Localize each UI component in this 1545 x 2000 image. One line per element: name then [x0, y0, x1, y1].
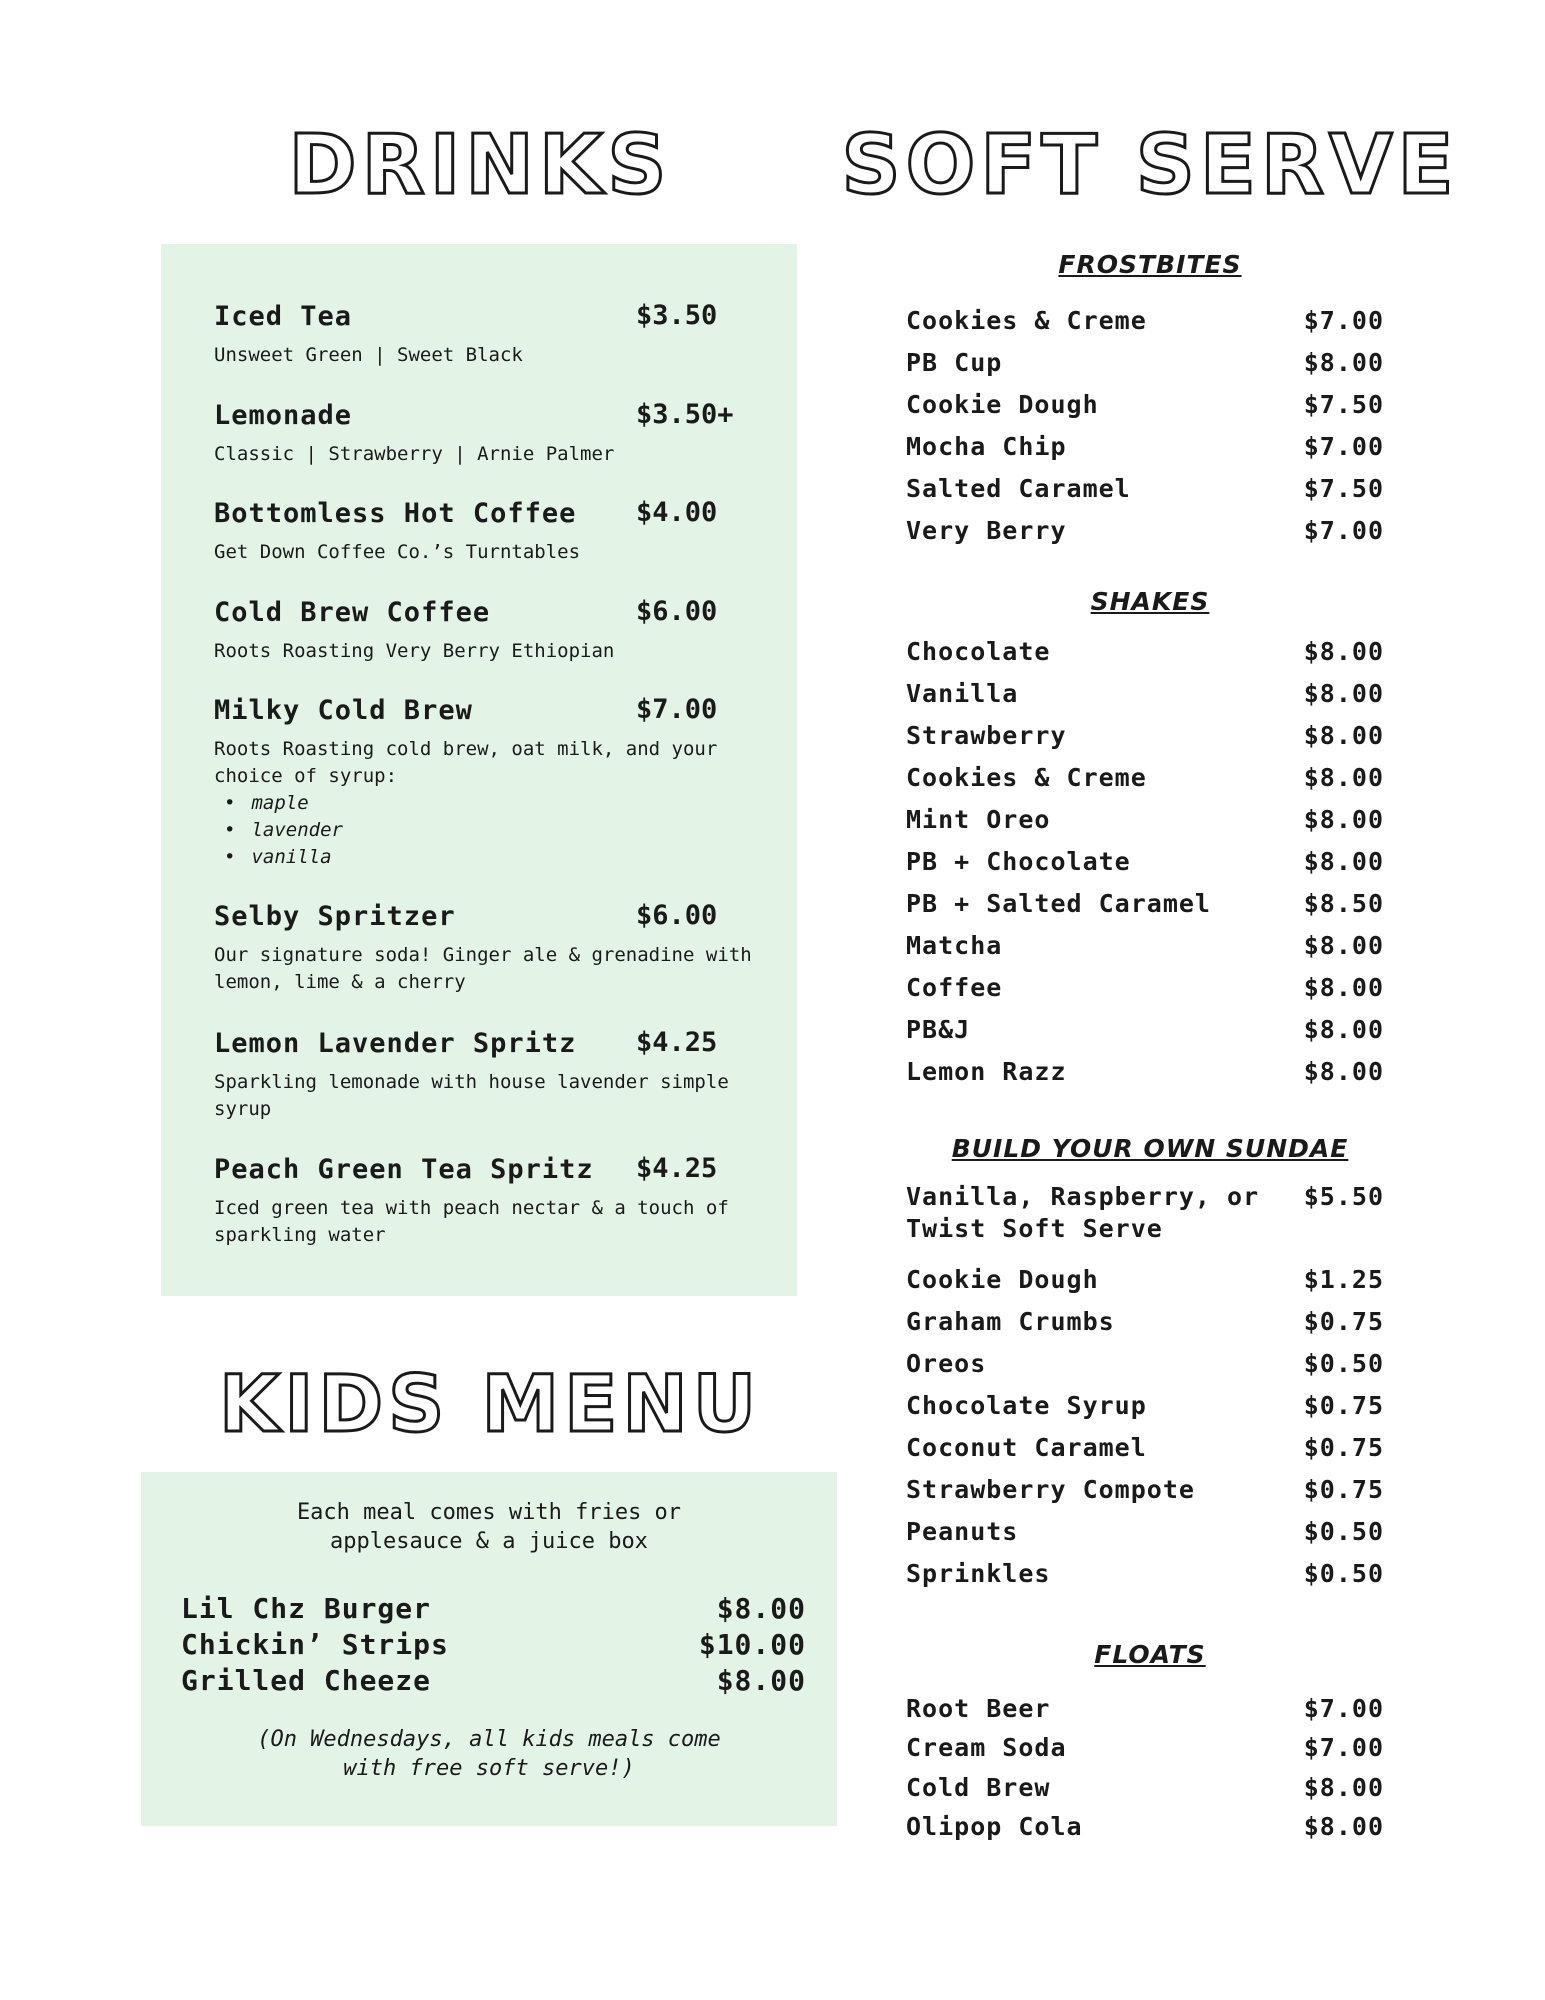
- drink-price: $6.00: [636, 596, 718, 627]
- drink-item: [214, 894, 754, 996]
- item-price: $8.00: [1303, 972, 1384, 1002]
- kids-item-name: Grilled Cheeze: [181, 1663, 432, 1697]
- kids-menu-panel: [141, 1472, 837, 1826]
- drink-item: [214, 393, 754, 468]
- item-price: $7.50: [1303, 473, 1384, 503]
- shake-item: [906, 1051, 1384, 1091]
- syrup-option: • maple: [224, 790, 754, 817]
- item-name: Mint Oreo: [906, 804, 1051, 834]
- drink-name: Lemonade: [214, 399, 353, 431]
- item-price: $8.00: [1303, 762, 1384, 792]
- frostbites-title: FROSTBITES: [1058, 250, 1242, 279]
- floats-title: FLOATS: [1094, 1640, 1206, 1669]
- item-price: $8.00: [1303, 1811, 1384, 1841]
- item-price: $8.00: [1303, 1772, 1384, 1802]
- item-name: Matcha: [906, 930, 1003, 960]
- drink-description: Classic | Strawberry | Arnie Palmer: [214, 443, 615, 465]
- kids-item: [181, 1626, 806, 1662]
- item-name: Very Berry: [906, 515, 1067, 545]
- float-item: [906, 1806, 1384, 1846]
- item-name: Strawberry: [906, 720, 1067, 750]
- drink-item: [214, 491, 754, 566]
- soft-serve-heading: SOFT SERVE: [841, 118, 1459, 213]
- item-price: $7.00: [1303, 1732, 1384, 1762]
- float-item: [906, 1688, 1384, 1728]
- item-name: Graham Crumbs: [906, 1306, 1115, 1336]
- drink-price: $4.25: [636, 1027, 718, 1058]
- item-price: $0.50: [1303, 1516, 1384, 1546]
- item-name: Chocolate: [906, 636, 1051, 666]
- item-name: Strawberry Compote: [906, 1474, 1195, 1504]
- item-name: Vanilla, Raspberry, or Twist Soft Serve: [906, 1182, 1260, 1243]
- float-item: [906, 1767, 1384, 1807]
- drink-item: [214, 590, 754, 665]
- shake-item: [906, 925, 1384, 965]
- shake-item: [906, 757, 1384, 797]
- item-price: $8.00: [1303, 636, 1384, 666]
- sundae-base: [906, 1181, 1384, 1247]
- item-price: $8.00: [1303, 804, 1384, 834]
- drink-price: $4.00: [636, 497, 718, 528]
- item-price: $7.00: [1303, 431, 1384, 461]
- drink-item: [214, 688, 754, 871]
- sundae-topping: [906, 1385, 1384, 1425]
- drink-description: Iced green tea with peach nectar & a touch of sparkling water: [214, 1197, 729, 1246]
- item-price: $8.50: [1303, 888, 1384, 918]
- kids-item: [181, 1590, 806, 1626]
- item-price: $0.75: [1303, 1474, 1384, 1504]
- item-price: $8.00: [1303, 846, 1384, 876]
- item-price: $8.00: [1303, 347, 1384, 377]
- drink-description: Unsweet Green | Sweet Black: [214, 344, 523, 366]
- drinks-panel: [161, 244, 797, 1296]
- item-name: Cookies & Creme: [906, 762, 1147, 792]
- drink-description: Roots Roasting cold brew, oat milk, and your choice of syrup:: [214, 738, 718, 787]
- item-name: Root Beer: [906, 1693, 1051, 1723]
- drink-name: Bottomless Hot Coffee: [214, 497, 577, 529]
- item-price: $8.00: [1303, 678, 1384, 708]
- item-name: Cream Soda: [906, 1732, 1067, 1762]
- drink-description: Sparkling lemonade with house lavender simple syrup: [214, 1071, 729, 1120]
- drink-item: [214, 1147, 754, 1249]
- item-name: Chocolate Syrup: [906, 1390, 1147, 1420]
- syrup-option: • vanilla: [224, 844, 754, 871]
- shake-item: [906, 673, 1384, 713]
- frostbite-item: [906, 426, 1384, 466]
- item-name: Cookie Dough: [906, 389, 1099, 419]
- shake-item: [906, 883, 1384, 923]
- drink-description: Roots Roasting Very Berry Ethiopian: [214, 640, 615, 662]
- drink-item: [214, 294, 754, 369]
- drink-name: Peach Green Tea Spritz: [214, 1153, 594, 1185]
- item-name: PB + Salted Caramel: [906, 888, 1211, 918]
- drink-price: $4.25: [636, 1153, 718, 1184]
- item-price: $8.00: [1303, 930, 1384, 960]
- drink-name: Iced Tea: [214, 300, 353, 332]
- frostbite-item: [906, 300, 1384, 340]
- sundae-topping: [906, 1469, 1384, 1509]
- item-price: $0.75: [1303, 1432, 1384, 1462]
- syrup-option: • lavender: [224, 817, 754, 844]
- item-name: PB + Chocolate: [906, 846, 1131, 876]
- sundae-topping: [906, 1553, 1384, 1593]
- item-name: Peanuts: [906, 1516, 1019, 1546]
- item-price: $7.50: [1303, 389, 1384, 419]
- syrup-options: [214, 790, 754, 871]
- drink-price: $7.00: [636, 694, 718, 725]
- item-name: Olipop Cola: [906, 1811, 1083, 1841]
- item-name: Oreos: [906, 1348, 987, 1378]
- item-price: $1.25: [1303, 1264, 1384, 1294]
- shake-item: [906, 1009, 1384, 1049]
- drink-description: Our signature soda! Ginger ale & grenadine with lemon, lime & a cherry: [214, 944, 752, 993]
- item-name: Coffee: [906, 972, 1003, 1002]
- item-name: Sprinkles: [906, 1558, 1051, 1588]
- drink-name: Cold Brew Coffee: [214, 596, 491, 628]
- item-price: $0.75: [1303, 1306, 1384, 1336]
- drink-price: $6.00: [636, 900, 718, 931]
- item-price: $7.00: [1303, 305, 1384, 335]
- item-name: Cold Brew: [906, 1772, 1051, 1802]
- frostbite-item: [906, 510, 1384, 550]
- item-name: Cookie Dough: [906, 1264, 1099, 1294]
- shake-item: [906, 967, 1384, 1007]
- item-price: $0.75: [1303, 1390, 1384, 1420]
- shakes-title: SHAKES: [1090, 587, 1210, 616]
- item-name: Cookies & Creme: [906, 305, 1147, 335]
- drinks-heading: DRINKS: [288, 118, 672, 213]
- drink-price: $3.50: [636, 300, 718, 331]
- frostbite-item: [906, 384, 1384, 424]
- drink-description: Get Down Coffee Co.’s Turntables: [214, 541, 581, 563]
- item-price: $8.00: [1303, 1056, 1384, 1086]
- sundae-topping: [906, 1343, 1384, 1383]
- item-price: $7.00: [1303, 1693, 1384, 1723]
- sundae-topping: [906, 1427, 1384, 1467]
- item-name: Coconut Caramel: [906, 1432, 1147, 1462]
- kids-item-name: Chickin’ Strips: [181, 1627, 449, 1661]
- kids-intro: Each meal comes with fries or applesauce & a juice box: [296, 1500, 682, 1554]
- kids-item-price: $10.00: [698, 1627, 806, 1661]
- drink-price: $3.50+: [636, 399, 734, 430]
- shake-item: [906, 799, 1384, 839]
- sundae-topping: [906, 1259, 1384, 1299]
- frostbite-item: [906, 468, 1384, 508]
- item-price: $0.50: [1303, 1348, 1384, 1378]
- item-price: $8.00: [1303, 720, 1384, 750]
- drink-name: Milky Cold Brew: [214, 694, 473, 726]
- drink-name: Lemon Lavender Spritz: [214, 1027, 577, 1059]
- drink-item: [214, 1021, 754, 1123]
- sundae-topping: [906, 1511, 1384, 1551]
- item-price: $0.50: [1303, 1558, 1384, 1588]
- item-name: PB&J: [906, 1014, 971, 1044]
- kids-item: [181, 1662, 806, 1698]
- item-name: Salted Caramel: [906, 473, 1131, 503]
- shake-item: [906, 715, 1384, 755]
- item-name: PB Cup: [906, 347, 1003, 377]
- drink-name: Selby Spritzer: [214, 900, 456, 932]
- item-price: $7.00: [1303, 515, 1384, 545]
- kids-item-price: $8.00: [716, 1591, 806, 1625]
- sundae-topping: [906, 1301, 1384, 1341]
- sundae-title: BUILD YOUR OWN SUNDAE: [951, 1134, 1349, 1163]
- item-price: $5.50: [1303, 1182, 1384, 1211]
- kids-note: (On Wednesdays, all kids meals come with free soft serve!): [257, 1727, 721, 1781]
- item-name: Vanilla: [906, 678, 1019, 708]
- shake-item: [906, 631, 1384, 671]
- item-name: Mocha Chip: [906, 431, 1067, 461]
- frostbite-item: [906, 342, 1384, 382]
- kids-menu-heading: KIDS MENU: [218, 1360, 762, 1450]
- item-name: Lemon Razz: [906, 1056, 1067, 1086]
- shake-item: [906, 841, 1384, 881]
- float-item: [906, 1727, 1384, 1767]
- kids-item-price: $8.00: [716, 1663, 806, 1697]
- item-price: $8.00: [1303, 1014, 1384, 1044]
- kids-item-name: Lil Chz Burger: [181, 1591, 432, 1625]
